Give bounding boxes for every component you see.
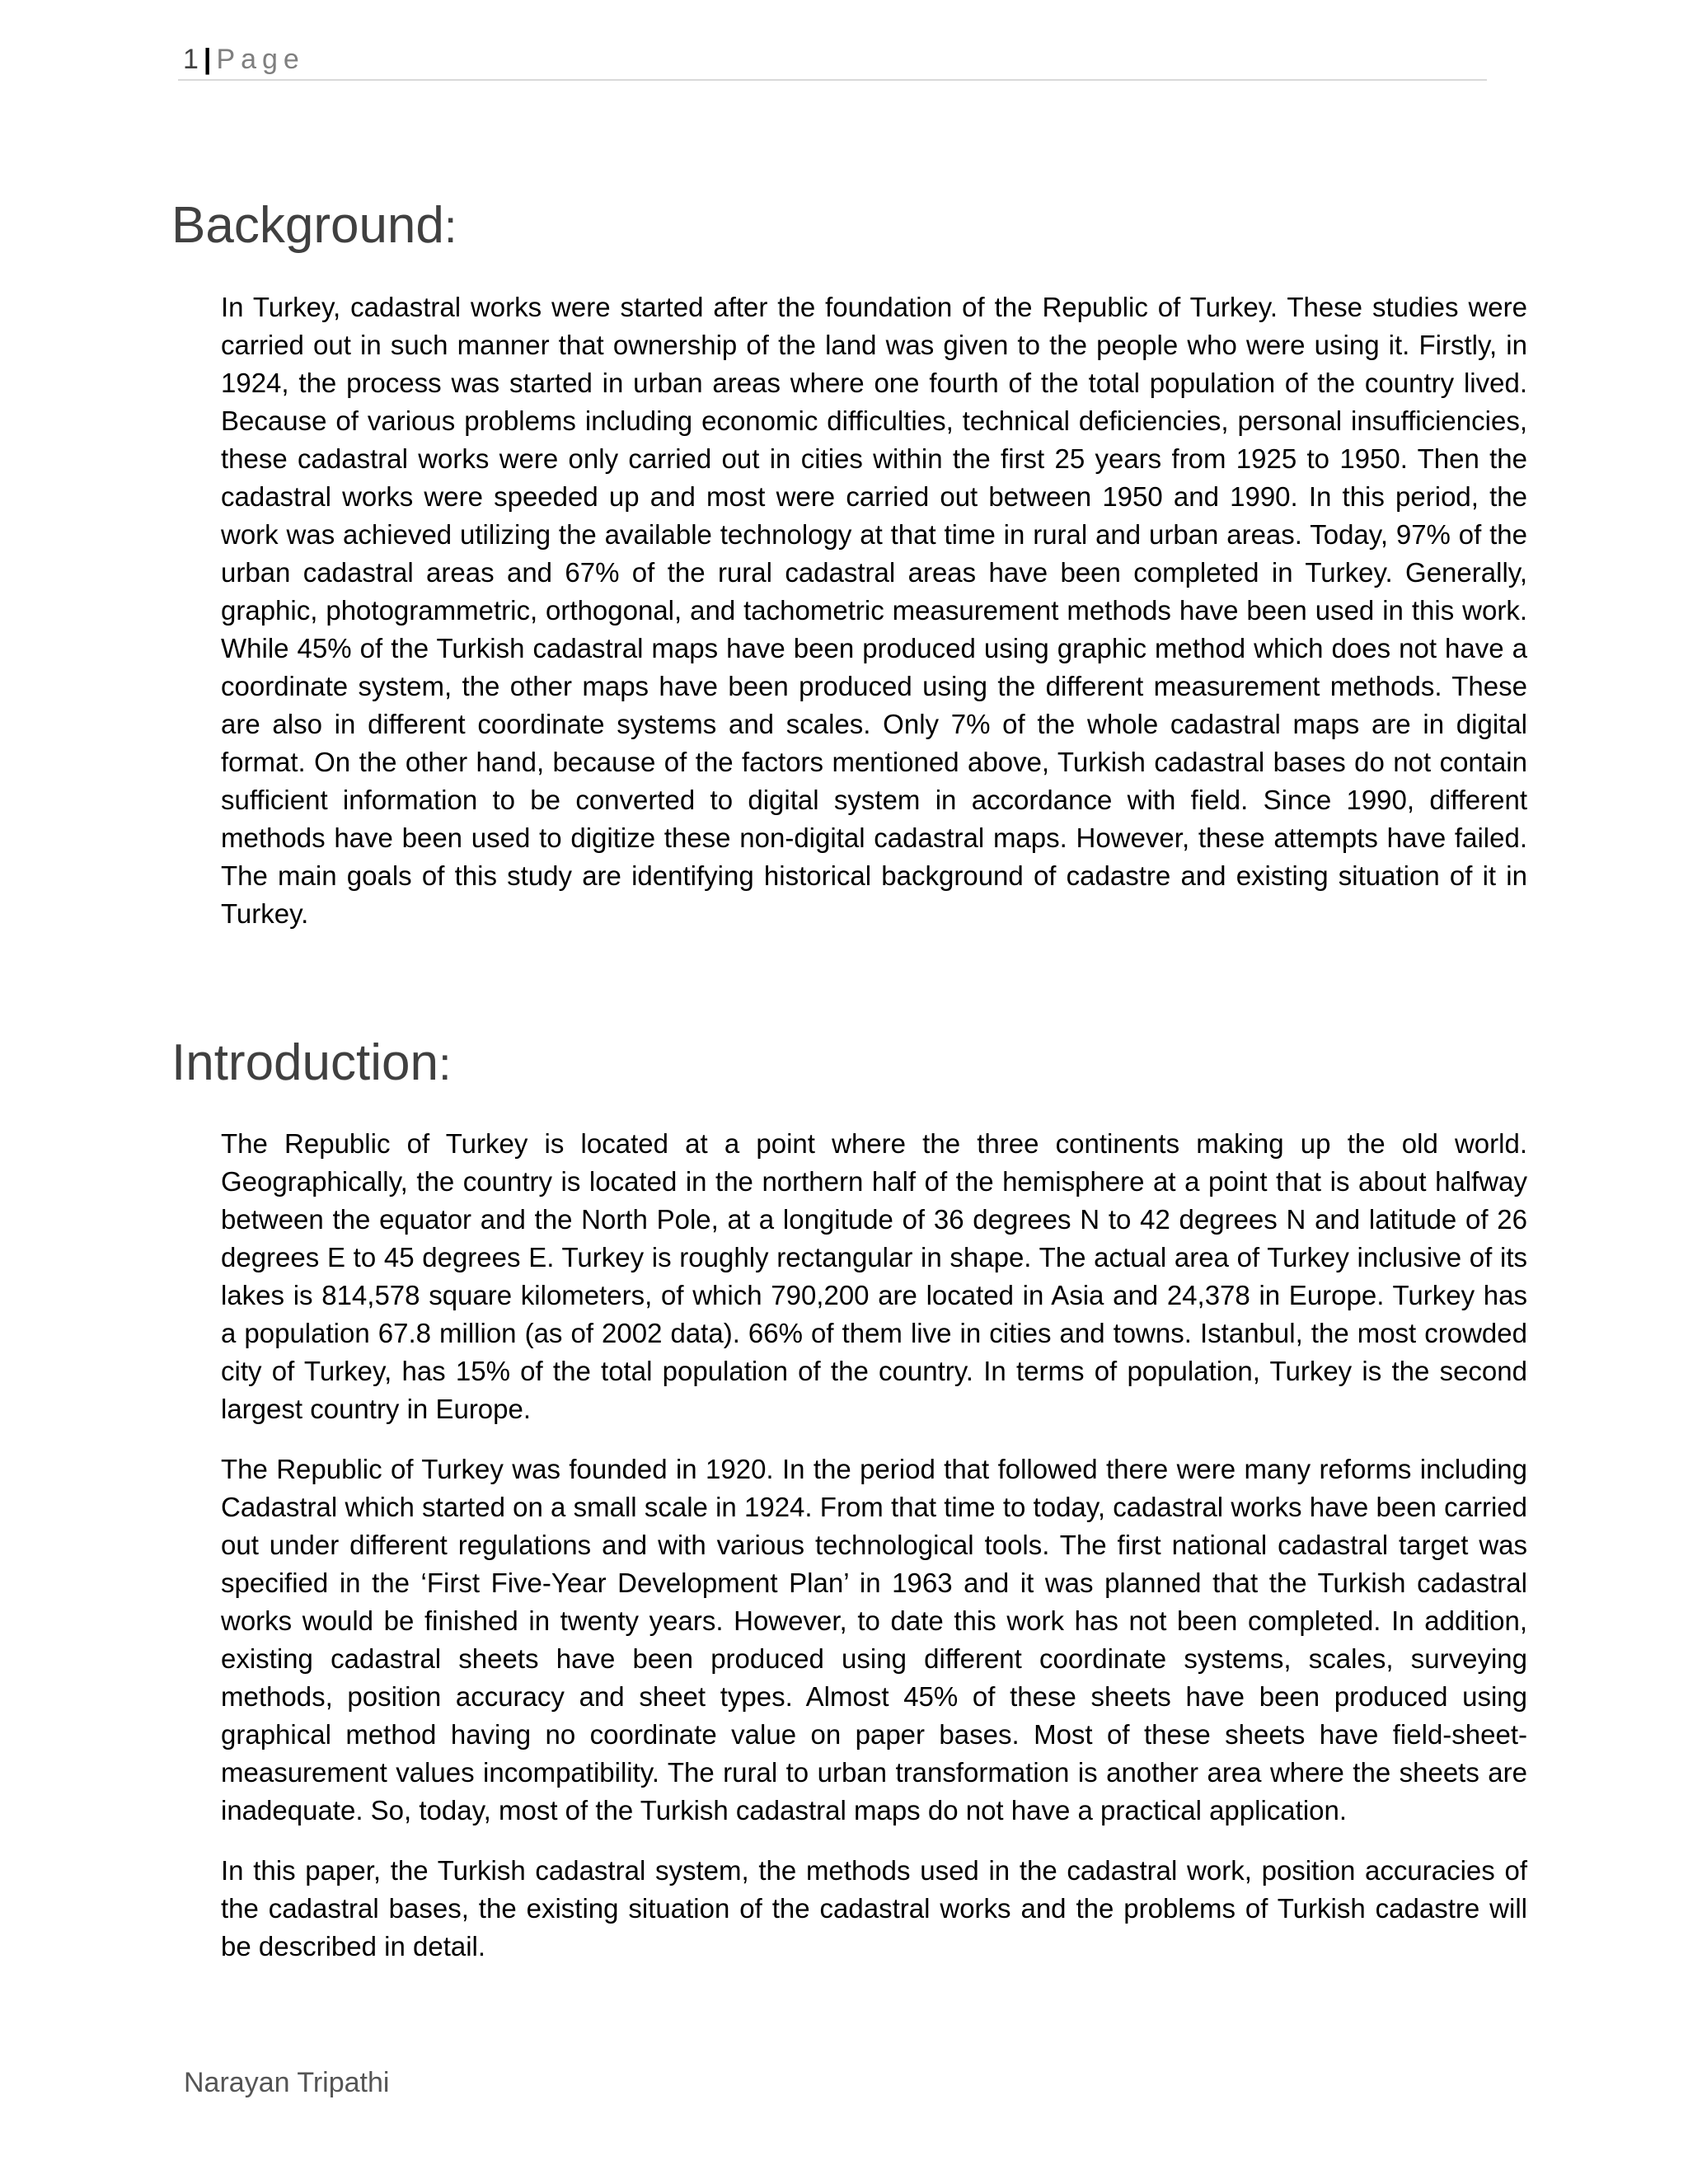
page-separator: | [203,44,212,75]
introduction-paragraph-3: In this paper, the Turkish cadastral system, the methods used in the cadastral work, position accuracies of the cadastral bases, the existing situation of the cadastral works and the problems of Turkish cadastre will be described in detail. [221,1855,1527,1961]
background-heading [171,194,457,258]
page-label: Page [216,44,305,75]
introduction-heading-text: Introduction [171,1034,438,1091]
background-heading-text: Background [171,197,444,254]
introduction-heading-colon: : [438,1038,452,1090]
page-header [183,41,305,77]
footer-author: Narayan Tripathi [184,2067,390,2098]
header-divider [178,79,1487,81]
introduction-paragraph-1: The Republic of Turkey is located at a point where the three continents making up the old world. Geographically, the country is located in the northern half of the hemisphere at a point that is about halfway between the equator and the North Pole, at a longitude of 36 degrees N to 42 degrees N and latitude of 26 degrees E to 45 degrees E. Turkey is roughly rectangular in shape. The actual area of Turkey inclusive of its lakes is 814,578 square kilometers, of which 790,200 are located in Asia and 24,378 in Europe. Turkey has a population 67.8 million (as of 2002 data). 66% of them live in cities and towns. Istanbul, the most crowded city of Turkey, has 15% of the total population of the country. In terms of population, Turkey is the second largest country in Europe. [221,1128,1527,1424]
introduction-heading [171,1032,452,1095]
introduction-paragraph-2: The Republic of Turkey was founded in 1920. In the period that followed there were many reforms including Cadastral which started on a small scale in 1924. From that time to today, cadastral works have been carried out under different regulations and with various technological tools. The first national cadastral target was specified in the ‘First Five-Year Development Plan’ in 1963 and it was planned that the Turkish cadastral works would be finished in twenty years. However, to date this work has not been completed. In addition, existing cadastral sheets have been produced using different coordinate systems, scales, surveying methods, position accuracy and sheet types. Almost 45% of these sheets have been produced using graphical method having no coordinate value on paper bases. Most of these sheets have field-sheet-measurement values incompatibility. The rural to urban transformation is another area where the sheets are inadequate. So, today, most of the Turkish cadastral maps do not have a practical application. [221,1454,1527,1825]
page-number: 1 [183,44,199,75]
background-paragraph: In Turkey, cadastral works were started after the foundation of the Republic of Turkey. These studies were carried out in such manner that ownership of the land was given to the people who were using it. Firstly, in 1924, the process was started in urban areas where one fourth of the total population of the country lived. Because of various problems including economic difficulties, technical deficiencies, personal insufficiencies, these cadastral works were only carried out in cities within the first 25 years from 1925 to 1950. Then the cadastral works were speeded up and most were carried out between 1950 and 1990. In this period, the work was achieved utilizing the available technology at that time in rural and urban areas. Today, 97% of the urban cadastral areas and 67% of the rural cadastral areas have been completed in Turkey. Generally, graphic, photogrammetric, orthogonal, and tachometric measurement methods have been used in this work. While 45% of the Turkish cadastral maps have been produced using graphic method which does not have a coordinate system, the other maps have been produced using the different measurement methods. These are also in different coordinate systems and scales. Only 7% of the whole cadastral maps are in digital format. On the other hand, because of the factors mentioned above, Turkish cadastral bases do not contain sufficient information to be converted to digital system in accordance with field. Since 1990, different methods have been used to digitize these non-digital cadastral maps. However, these attempts have failed. The main goals of this study are identifying historical background of cadastre and existing situation of it in Turkey. [221,292,1527,929]
background-heading-colon: : [443,200,457,252]
